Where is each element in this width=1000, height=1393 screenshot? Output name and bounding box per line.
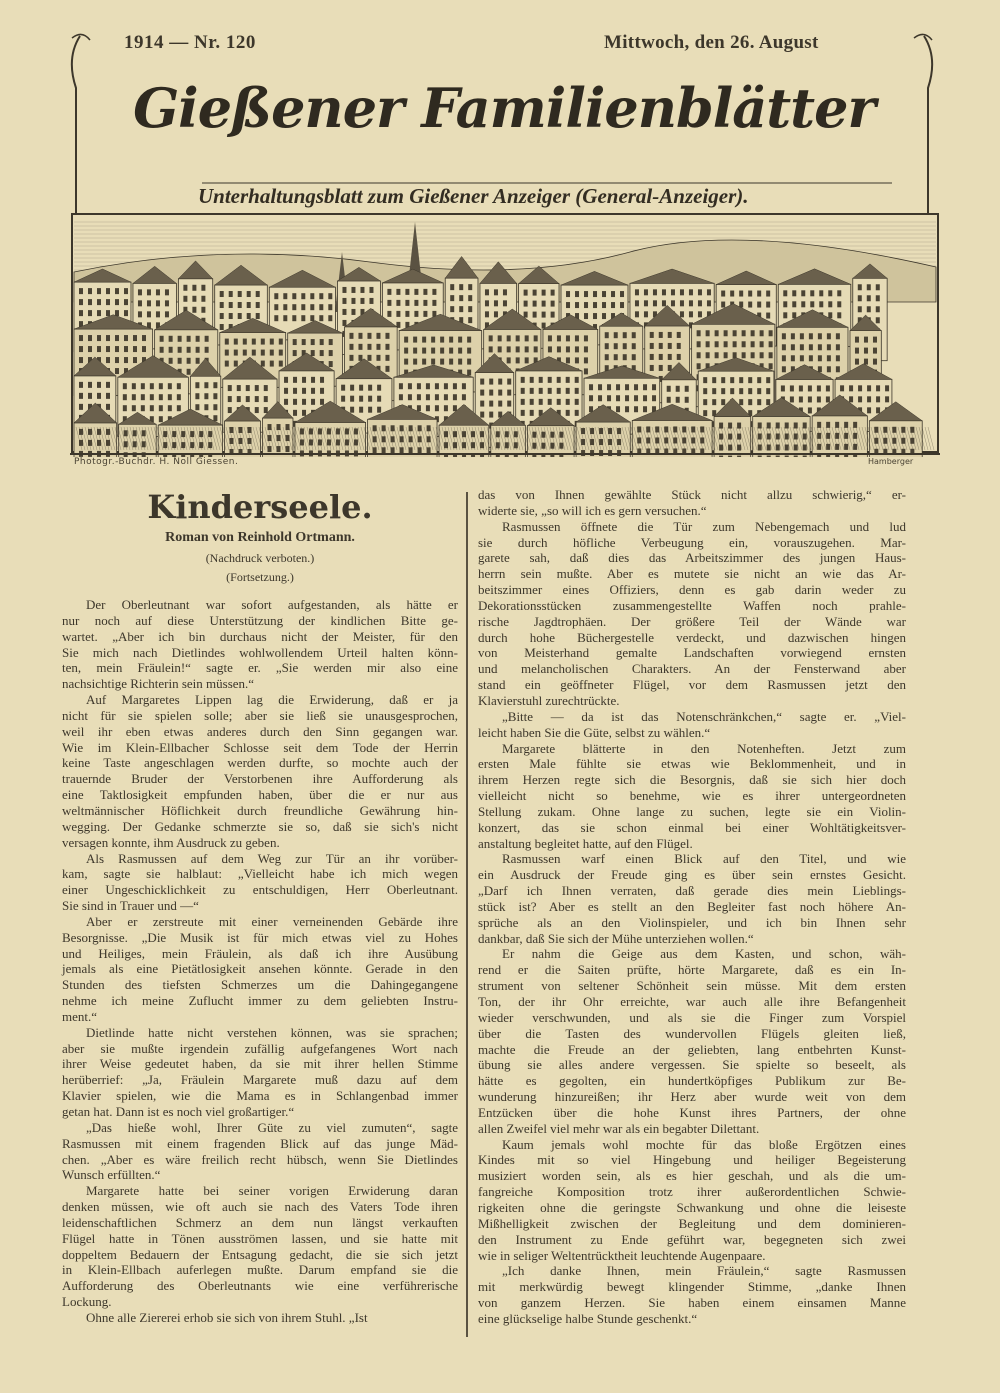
paragraph <box>62 692 458 850</box>
text-line: anstaltung begleitet hatte, auf den Flügel. <box>478 835 693 851</box>
text-line: herüberrief: „Ja, Fräulein Margarete muß dazu auf dem <box>62 1072 458 1088</box>
text-line: den Instrument zu Ende geführt war, begegneten sich zwei <box>478 1231 906 1247</box>
text-line: ten, mein Fräulein!“ sagte er. „Sie werden mir also eine <box>62 660 458 676</box>
text-line: weltmännischer Höflichkeit durch freundliche Gewährung hin- <box>62 802 458 818</box>
text-line: vielleicht nicht so benehme, wie es ihrer untergeordneten <box>478 788 906 804</box>
issue-number: 1914 — Nr. 120 <box>124 32 256 53</box>
text-line: nicht für sie spielen solle; aber sie ließ sie unausgesprochen, <box>62 707 458 723</box>
text-line: übung sie alles andere vergessen. Sie spielte so beseelt, als <box>478 1057 906 1073</box>
story-byline: Roman von Reinhold Ortmann. <box>165 530 355 545</box>
text-line: Klavier spielen, wie die Mama es in Schlangenbad immer <box>62 1088 458 1104</box>
text-line: Ohne alle Ziererei erhob sie sich von ihrem Stuhl. „Ist <box>86 1309 368 1325</box>
text-line: Auf Margaretes Lippen lag die Erwiderung, daß er ja <box>86 692 458 708</box>
text-line: musiziert worden sein, als es hier geschah, und als die um- <box>478 1168 906 1184</box>
text-line: nachsichtige Richterin sein müssen.“ <box>62 676 255 692</box>
paragraph <box>478 487 906 519</box>
paragraph <box>478 741 906 852</box>
paragraph <box>478 1137 906 1264</box>
text-line: sie durch höfliche Verbeugung ein, vorauszugehen. Mar- <box>478 534 906 550</box>
paragraph <box>62 1310 458 1326</box>
newspaper-subtitle: Unterhaltungsblatt zum Gießener Anzeiger (General-Anzeiger). <box>198 184 749 208</box>
reprint-notice: (Nachdruck verboten.) <box>205 551 315 565</box>
newspaper-title: Gießener Familienblätter <box>133 76 875 140</box>
paragraph <box>478 709 906 741</box>
text-line: kam, sagte sie halblaut: „Vielleicht habe ich mich wegen <box>62 866 458 882</box>
text-line: machte die Freude an der geliebten, lang entbehrten Kunst- <box>478 1041 906 1057</box>
text-line: keine Taste angeschlagen werden durfte, so mochte auch der <box>62 755 458 771</box>
text-line: wegging. Der Gedanke schmerzte sie so, daß sie sich's nicht <box>62 818 458 834</box>
text-line: in Klein-Ellbach auferlegen mußte. Darum empfand sie die <box>62 1262 458 1278</box>
text-line: allen Zweifel viel mehr war als ein begabter Dilettant. <box>478 1120 760 1136</box>
text-line: denken müssen, wie oft auch sie nach des Vaters Tode ihren <box>62 1199 458 1215</box>
text-line: Sie mich nach Dietlindes wohlwollendem Urteil halten könn- <box>62 644 458 660</box>
text-line: strument von seltener Schönheit sein müsse. Mit dem ersten <box>478 978 906 994</box>
text-line: wie in seliger Weltentrücktheit leuchtende Augenpaare. <box>478 1247 766 1263</box>
paragraph <box>62 914 458 1025</box>
text-line: von ganzem Herzen. Sie haben einem einsamen Manne <box>478 1295 906 1311</box>
text-line: hätte es gegolten, ein hundertköpfiges Publikum zur Be- <box>478 1073 906 1089</box>
text-line: wartet. „Aber ich bin durchaus nicht der Meister, für den <box>62 628 458 644</box>
text-line: wunderung hinzureißen; ihr Herz aber wurde weit von dem <box>478 1089 906 1105</box>
text-line: rigkeiten ohne die geringste Schwankung und ohne die leiseste <box>478 1199 906 1215</box>
text-line: nehme ich meine Zuflucht immer zu dem geliebten Instru- <box>62 993 458 1009</box>
text-line: ihrem Herzen regte sich die Besorgnis, daß sie sich hier doch <box>478 772 906 788</box>
text-line: Aufforderung des Oberleutnants wie eine verführerische <box>62 1278 458 1294</box>
text-line: Stunden des tiefsten Schmerzes um die Dahingegangene <box>62 977 458 993</box>
paragraph <box>478 519 906 709</box>
text-line: durch hohe Büchergestelle verdeckt, und dazwischen hingen <box>478 629 906 645</box>
text-line: „Darf ich Ihnen verraten, daß gerade dies mein Lieblings- <box>478 883 906 899</box>
text-line: herrn sein mußte. Aber es mutete sie nicht an wie das Ar- <box>478 566 906 582</box>
text-line: einer Ungeschicklichkeit zu entschuldigen, Herr Oberleutnant. <box>62 882 458 898</box>
continuation-note: (Fortsetzung.) <box>226 570 294 584</box>
text-line: widerte sie, „so will ich es gern versuchen.“ <box>478 502 707 518</box>
issue-date: Mittwoch, den 26. August <box>604 32 819 53</box>
text-line: Stellung zukam. Ohne lange zu suchen, legte sie ein Violin- <box>478 803 906 819</box>
text-line: aber sie mußte irgendein zufällig aufgefangenes Wort nach <box>62 1040 458 1056</box>
paragraph <box>478 1263 906 1326</box>
text-line: Sie sind in Trauer und —“ <box>62 898 199 914</box>
text-line: Besorgnisse. „Die Musik ist für mich etwas viel zu Hohes <box>62 929 458 945</box>
text-line: leicht haben Sie die Güte, selbst zu wählen.“ <box>478 724 711 740</box>
text-line: weil ihr eben etwas anderes durch den Sinn gegangen war. <box>62 723 458 739</box>
text-line: mit merkwürdig bewegt klingender Stimme, „danke Ihnen <box>478 1279 906 1295</box>
text-line: Entzücken über die hohe Kunst ihres Partners, der ohne <box>478 1104 906 1120</box>
engraving-credit: Photogr.-Buchdr. H. Noll Giessen. <box>74 457 239 467</box>
text-line: das von Ihnen gewählte Stück nicht allzu schwierig,“ er- <box>478 487 906 502</box>
text-line: Er nahm die Geige aus dem Kasten, und schon, wäh- <box>502 946 906 962</box>
text-line: Ton, der ihr Ohr erreichte, war auch alle ihre Befangenheit <box>478 994 906 1009</box>
text-line: doppeltem Bedauern der Entsagung gedacht, die sie sich jetzt <box>62 1246 458 1262</box>
text-line: rend er die Saiten prüfte, hörte Margarete, daß es ein In- <box>478 962 906 978</box>
text-line: versagen konnte, ihm Ausdruck zu geben. <box>62 834 280 850</box>
text-line: sprüche als an den Violinspieler, und ich bin Ihnen sehr <box>478 914 906 930</box>
text-line: und melancholischen Charakters. An der Fensterwand aber <box>478 661 906 677</box>
text-line: fangreiche Komposition trotz ihrer außerordentlichen Schwie- <box>478 1184 906 1200</box>
text-line: nur noch auf diese Unterstützung der kindlichen Bitte ge- <box>62 612 458 628</box>
text-line: ersten Male fühlte sie etwas wie Beklommenheit, und in <box>478 756 906 772</box>
text-line: beitszimmer eines Offiziers, denn es gab darin weder zu <box>478 582 906 598</box>
text-line: Margarete blätterte in den Notenheften. Jetzt zum <box>502 740 906 756</box>
text-line: und Heiliges, mein Fräulein, als daß ich ihre Ausübung <box>62 945 458 961</box>
text-line: Als Rasmussen auf dem Weg zur Tür an ihr vorüber- <box>86 850 458 866</box>
text-line: konzert, das sie schon einmal bei einer Wohltätigkeitsver- <box>478 819 906 835</box>
text-line: stück ist? Aber es stellt an den Begleiter fast noch höhere An- <box>478 898 906 914</box>
text-line: Dietlinde hatte nicht verstehen können, was sie sprachen; <box>86 1024 458 1040</box>
paragraph <box>62 851 458 914</box>
text-line: ihrer Weise gedeutet haben, da sie mit ihrer hellen Stimme <box>62 1056 458 1072</box>
text-line: rische Jagdtrophäen. Der größere Teil der Wände war <box>478 613 906 629</box>
text-line: getan hat. Dann ist es noch viel großartiger.“ <box>62 1104 295 1119</box>
text-line: Rasmussen mit einem fragenden Blick auf das junge Mäd- <box>62 1135 458 1151</box>
text-line: ment.“ <box>62 1008 98 1024</box>
text-line: Margarete hatte bei seiner vorigen Erwiderung daran <box>86 1183 458 1199</box>
text-line: Rasmussen öffnete die Tür zum Nebengemach und lud <box>502 518 906 534</box>
text-line: Der Oberleutnant war sofort aufgestanden, als hätte er <box>86 597 458 612</box>
text-line: von Meisterhand gemalte Landschaften vorwiegend ernsten <box>478 645 906 661</box>
text-line: Flügel hatte in Tönen ausströmen lassen, und sie hatte mit <box>62 1230 458 1246</box>
text-line: garete sah, daß dies das Arbeitszimmer des jungen Haus- <box>478 550 906 566</box>
column-divider <box>466 492 468 1337</box>
story-column-left <box>62 597 458 1326</box>
paragraph <box>478 851 906 946</box>
story-title: Kinderseele. <box>147 488 373 526</box>
text-line: Dekorationsstücken zusammengestellte Waffen noch prahle- <box>478 597 906 613</box>
text-line: Kaum jemals wohl mochte für das bloße Ergötzen eines <box>502 1136 906 1152</box>
paragraph <box>62 597 458 692</box>
text-line: über die Tasten des wundervollen Flügels gleiten ließ, <box>478 1025 906 1041</box>
city-panorama-engraving <box>70 212 940 457</box>
text-line: Wie im Klein-Ellbacher Schlosse seit dem Tode der Herrin <box>62 739 458 755</box>
paragraph <box>62 1183 458 1310</box>
text-line: Kindes mit so viel Hingebung und heiliger Begeisterung <box>478 1152 906 1168</box>
text-line: wieder verschwunden, und als sie die Finger zum Vorspiel <box>478 1009 906 1025</box>
text-line: jemals als eine Pietätlosigkeit ansehen könnte. Gerade in den <box>62 961 458 977</box>
text-line: Lockung. <box>62 1294 112 1310</box>
text-line: „Bitte — da ist das Notenschränkchen,“ sagte er. „Viel- <box>502 708 906 724</box>
text-line: Rasmussen warf einen Blick auf den Titel, und wie <box>502 851 906 867</box>
text-line: eine glückselige halbe Stunde geschenkt.“ <box>478 1310 698 1326</box>
text-line: trauernde Bruder der Verstorbenen ihre Aufforderung als <box>62 771 458 787</box>
text-line: Wunsch erfüllten.“ <box>62 1167 161 1183</box>
text-line: Klavierstuhl zurechtrückte. <box>478 692 620 708</box>
text-line: „Ich danke Ihnen, mein Fräulein,“ sagte Rasmussen <box>502 1263 906 1279</box>
text-line: „Das hieße wohl, Ihrer Güte zu viel zumuten“, sagte <box>86 1119 458 1135</box>
story-column-right <box>478 487 906 1327</box>
text-line: dankbar, daß Sie sich der Mühe unterziehen wollen.“ <box>478 930 754 946</box>
text-line: chen. „Aber es wäre freilich recht hübsch, wenn Sie Dietlindes <box>62 1151 458 1167</box>
text-line: Mißhelligkeit zwischen der Begleitung und dem dominieren- <box>478 1215 906 1231</box>
text-line: eine Taktlosigkeit empfunden haben, über die er nur aus <box>62 787 458 803</box>
text-line: Aber er zerstreute mit einer verneinenden Gebärde ihre <box>86 913 458 929</box>
paragraph <box>478 946 906 1136</box>
paragraph <box>62 1025 458 1120</box>
text-line: leidenschaftlichen Schmerz an dem nun längst verkauften <box>62 1214 458 1230</box>
text-line: ein Ausdruck der Freude ging es über sein ernstes Gesicht. <box>478 867 906 883</box>
paragraph <box>62 1120 458 1183</box>
text-line: stand ein geöffneter Flügel, vor dem Rasmussen jetzt den <box>478 677 906 693</box>
engraving-signature: Hamberger <box>868 457 914 466</box>
